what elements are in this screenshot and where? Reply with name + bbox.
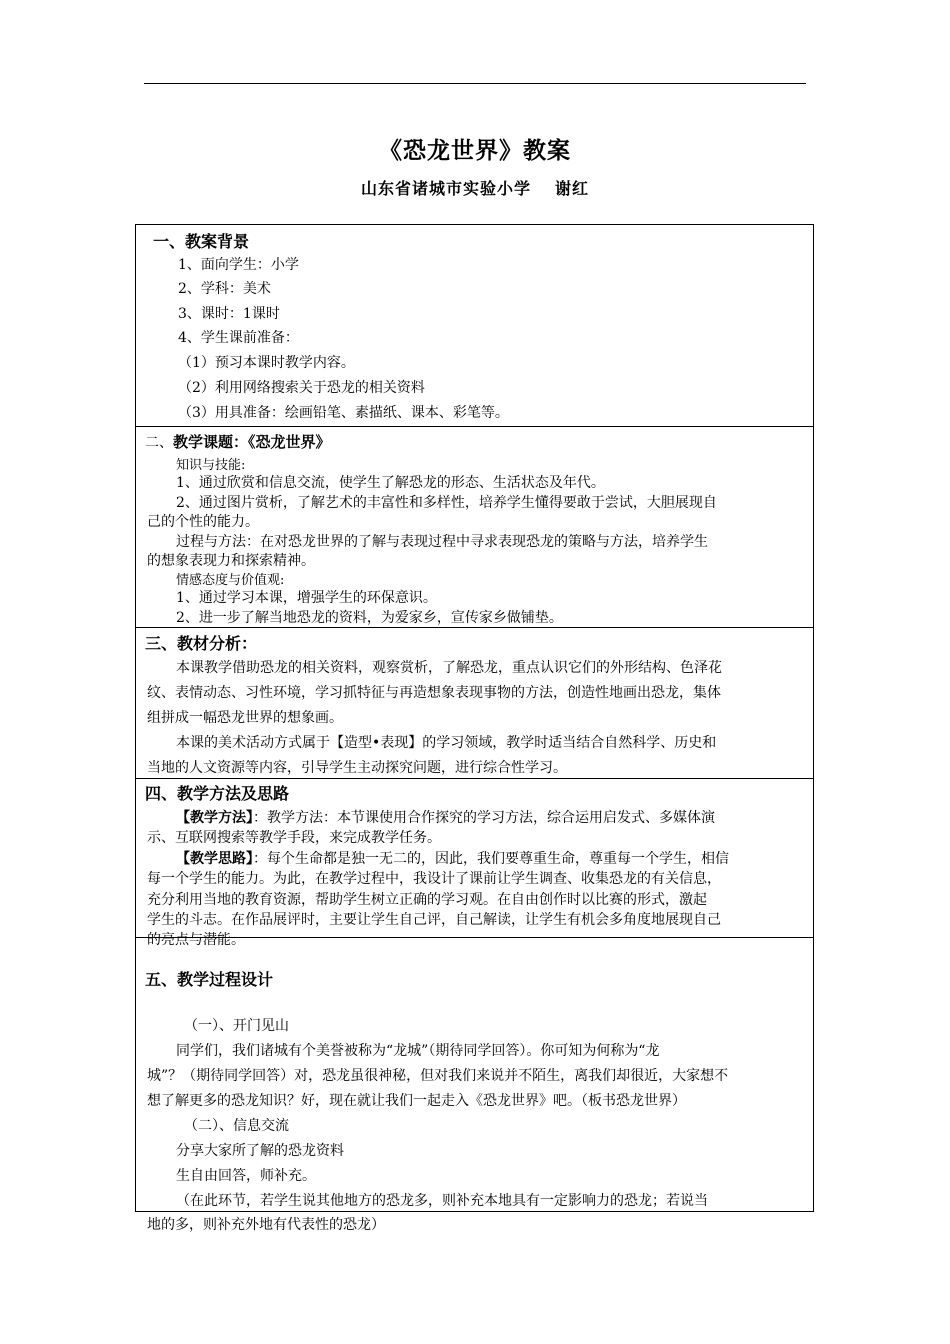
school-name: 山东省诸城市实验小学 bbox=[360, 179, 531, 198]
text-line: 1、通过欣赏和信息交流，使学生了解恐龙的形态、生活状态及年代。 bbox=[176, 475, 605, 491]
text-line: （一）、开门见山 bbox=[184, 1018, 289, 1034]
text-line: 每一个学生的能力。为此，在教学过程中，我设计了课前让学生调查、收集恐龙的有关信息， bbox=[147, 871, 721, 887]
text-line: 组拼成一幅恐龙世界的想象画。 bbox=[147, 710, 343, 726]
method-text: ：教学方法：本节课使用合作探究的学习方法，综合运用启发式、多媒体演 bbox=[253, 810, 715, 826]
text-line: 充分利用当地的教育资源，帮助学生树立正确的学习观。在自由创作时以比赛的形式，激起 bbox=[147, 892, 707, 908]
text-line: （2）利用网络搜索关于恐龙的相关资料 bbox=[178, 380, 425, 396]
section-heading: 三、教材分析： bbox=[145, 634, 258, 653]
text-line: 地的多，则补充外地有代表性的恐龙） bbox=[147, 1217, 385, 1233]
text-line bbox=[176, 848, 729, 868]
text-line: （二）、信息交流 bbox=[184, 1118, 289, 1134]
section-background bbox=[136, 225, 813, 427]
method-label: 【教学方法】 bbox=[176, 810, 253, 826]
text-line: 3、课时：1课时 bbox=[178, 306, 280, 322]
section-heading: 四、教学方法及思路 bbox=[145, 784, 290, 803]
text-line bbox=[176, 807, 715, 827]
text-line: 生自由回答，师补充。 bbox=[176, 1168, 316, 1184]
text-line: 分享大家所了解的恐龙资料 bbox=[176, 1143, 344, 1159]
lesson-plan-table bbox=[135, 224, 814, 1233]
idea-label: 【教学思路】 bbox=[176, 851, 253, 867]
heading-prefix: 二、 bbox=[145, 435, 173, 451]
section-heading: 五、教学过程设计 bbox=[145, 970, 274, 989]
text-line: 2、学科：美术 bbox=[178, 281, 271, 297]
text-line: 本课教学借助恐龙的相关资料，观察赏析，了解恐龙，重点认识它们的外形结构、色泽花 bbox=[176, 660, 722, 676]
text-line: （3）用具准备：绘画铅笔、素描纸、课本、彩笔等。 bbox=[178, 405, 509, 421]
text-line: 纹、表情动态、习性环境，学习抓特征与再造想象表现事物的方法，创造性地画出恐龙，集体 bbox=[147, 685, 721, 701]
text-line: 学生的斗志。在作品展评时，主要让学生自己评，自己解读，让学生有机会多角度地展现自己 bbox=[147, 912, 721, 928]
text-line: 过程与方法：在对恐龙世界的了解与表现过程中寻求表现恐龙的策略与方法，培养学生 bbox=[176, 534, 708, 550]
text-line: 2、进一步了解当地恐龙的资料，为爱家乡，宣传家乡做铺垫。 bbox=[176, 610, 563, 626]
text-line: 同学们，我们诸城有个美誉被称为“龙城”（期待同学回答）。你可知为何称为“龙 bbox=[176, 1043, 660, 1059]
section-heading: 一、教案背景 bbox=[153, 232, 250, 251]
text-line: 4、学生课前准备： bbox=[178, 330, 299, 346]
section-process bbox=[136, 938, 813, 1233]
text-line: 示、互联网搜索等教学手段，来完成教学任务。 bbox=[147, 830, 441, 846]
text-line: 1、通过学习本课，增强学生的环保意识。 bbox=[176, 590, 437, 606]
text-line: 2、通过图片赏析，了解艺术的丰富性和多样性，培养学生懂得要敢于尝试，大胆展现自 bbox=[176, 495, 717, 511]
text-line: 的想象表现力和探索精神。 bbox=[147, 553, 315, 569]
text-line: 1、面向学生：小学 bbox=[178, 257, 299, 273]
document-title: 《恐龙世界》教案 bbox=[379, 138, 571, 164]
text-line: （1）预习本课时教学内容。 bbox=[178, 355, 355, 371]
header-rule bbox=[144, 83, 806, 84]
author-name: 谢红 bbox=[555, 179, 590, 198]
text-line: （在此环节，若学生说其他地方的恐龙多，则补充本地具有一定影响力的恐龙；若说当 bbox=[176, 1193, 708, 1209]
section-heading bbox=[145, 431, 331, 452]
document-subtitle bbox=[0, 176, 950, 199]
idea-text: ：每个生命都是独一无二的，因此，我们要尊重生命，尊重每一个学生，相信 bbox=[253, 851, 729, 867]
text-line: 己的个性的能力。 bbox=[147, 514, 259, 530]
text-line: 想了解更多的恐龙知识？好，现在就让我们一起走入《恐龙世界》吧。（板书恐龙世界） bbox=[147, 1093, 686, 1109]
text-line: 城”？（期待同学回答）对，恐龙虽很神秘，但对我们来说并不陌生，离我们却很近，大家想不 bbox=[147, 1068, 729, 1084]
section-methods bbox=[136, 779, 813, 948]
section-topic bbox=[136, 427, 813, 628]
text-line: 当地的人文资源等内容，引导学生主动探究问题，进行综合性学习。 bbox=[147, 760, 567, 776]
text-line: 本课的美术活动方式属于【造型•表现】的学习领域，教学时适当结合自然科学、历史和 bbox=[176, 735, 717, 751]
text-line: 情感态度与价值观: bbox=[176, 573, 285, 588]
heading-text: 教学课题：《恐龙世界》 bbox=[173, 433, 331, 451]
text-line: 的亮点与潜能。 bbox=[147, 932, 245, 948]
text-line: 知识与技能: bbox=[176, 458, 246, 473]
section-material-analysis bbox=[136, 628, 813, 779]
